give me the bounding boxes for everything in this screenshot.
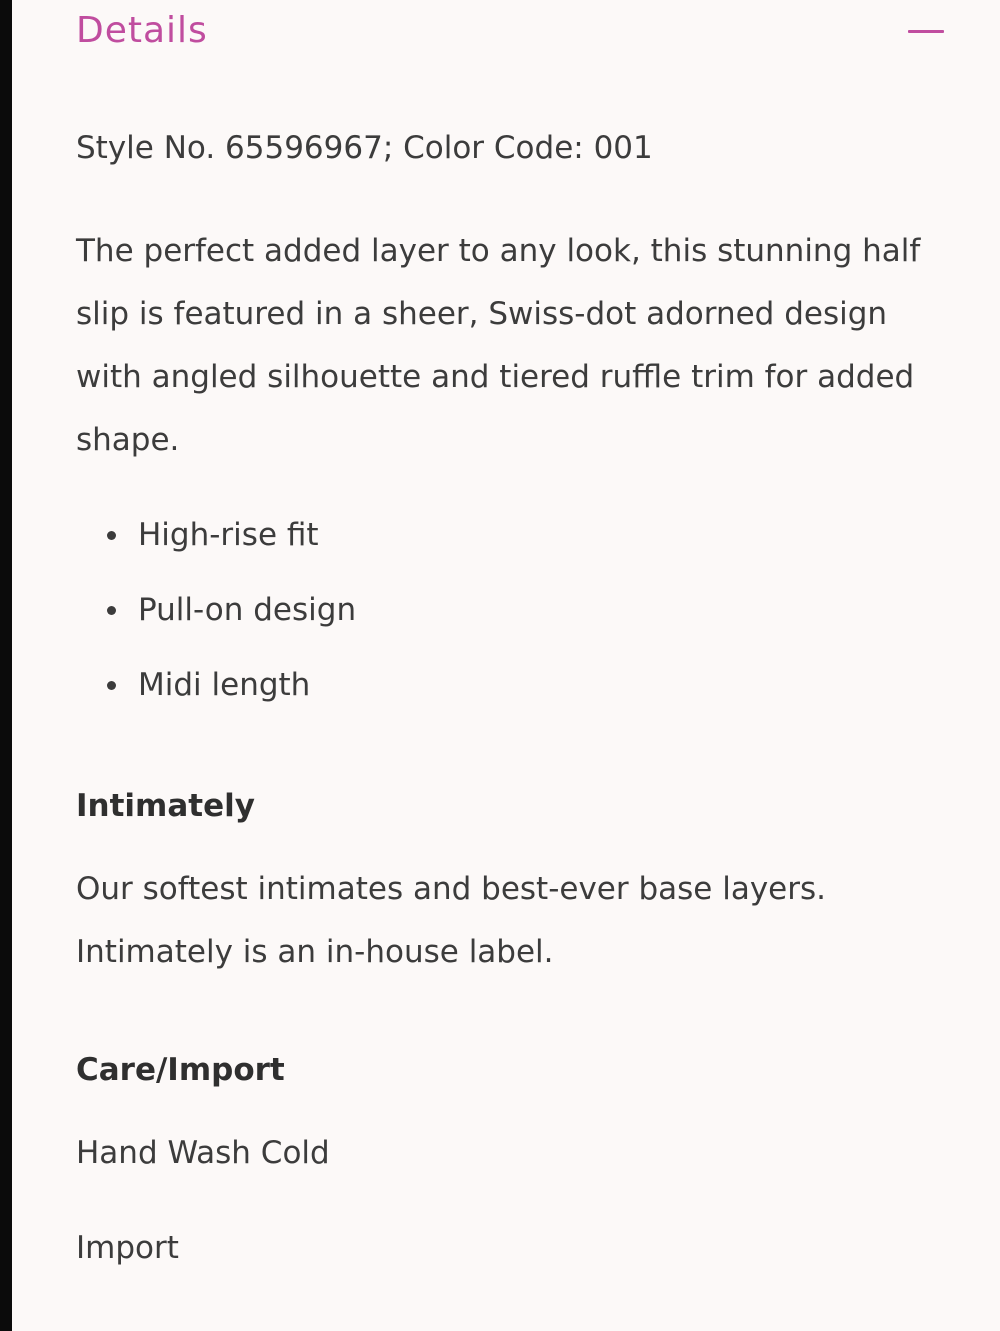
brand-description: Our softest intimates and best-ever base layers. Intimately is an in-house label. (76, 871, 827, 970)
bullet-icon (107, 606, 116, 615)
section-title[interactable]: Details (76, 10, 208, 51)
brand-heading: Intimately (76, 788, 255, 824)
product-description: The perfect added layer to any look, this stunning half slip is featured in a sheer, Swiss-dot adorned design with angled silhouette and tiered ruffle trim for added shape. (76, 233, 921, 458)
list-item (76, 587, 356, 662)
list-item (76, 512, 356, 587)
details-accordion-header[interactable] (12, 0, 1000, 70)
collapse-button[interactable] (904, 14, 948, 50)
feature-list (76, 512, 356, 737)
list-item (76, 662, 356, 737)
bullet-icon (107, 531, 116, 540)
details-panel (12, 0, 1000, 1331)
bullet-icon (107, 681, 116, 690)
feature-text: Pull-on design (138, 592, 357, 628)
minus-icon (908, 30, 944, 33)
care-heading: Care/Import (76, 1052, 285, 1088)
care-instruction: Hand Wash Cold (76, 1135, 330, 1171)
import-info: Import (76, 1230, 179, 1266)
feature-text: High-rise fit (138, 517, 319, 553)
style-number: Style No. 65596967; Color Code: 001 (76, 130, 653, 166)
feature-text: Midi length (138, 667, 311, 703)
